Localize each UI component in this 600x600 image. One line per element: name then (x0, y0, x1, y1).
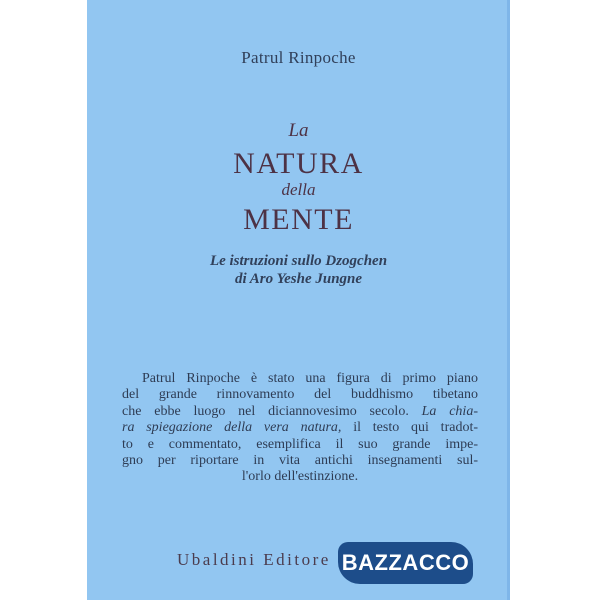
bazzacco-seller-badge (338, 542, 473, 584)
title-word-la: La (288, 120, 309, 141)
title-word-mente: MENTE (243, 203, 354, 236)
author-name: Patrul Rinpoche (241, 48, 356, 67)
back-cover-blurb: Patrul Rinpoche è stato una figura di primo piano del grande rinnovamento del buddhismo tibetano che ebbe luogo nel diciannovesimo secolo. La chia- ra spiegazione della vera natura, il testo qui tradot- to e commentato, esemplifica il suo grande impe- gno per riportare in vita antichi insegnamenti sul- l'orlo dell'estinzione. (122, 371, 478, 485)
publisher-name: Ubaldini Editore (177, 550, 331, 569)
title-word-natura: NATURA (233, 147, 364, 180)
subtitle (87, 252, 510, 288)
book-cover (87, 0, 510, 600)
subtitle-line-2: di Aro Yeshe Jungne (234, 271, 363, 287)
badge-label: BAZZACCO (341, 550, 470, 575)
title-word-della: della (281, 180, 316, 199)
subtitle-line-1: Le istruzioni sullo Dzogchen (209, 253, 388, 269)
